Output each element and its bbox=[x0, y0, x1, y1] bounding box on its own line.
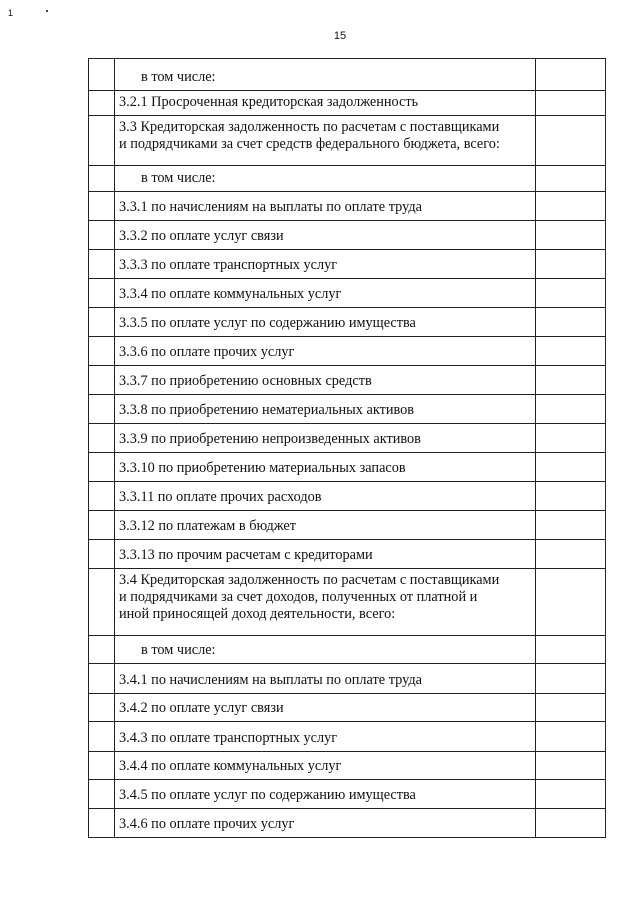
row-value-cell bbox=[536, 540, 606, 569]
corner-mark: 1 bbox=[8, 8, 14, 18]
row-number-cell bbox=[89, 424, 115, 453]
row-label: 3.3.3 по оплате транспортных услуг bbox=[115, 250, 536, 279]
table-row bbox=[89, 166, 606, 192]
row-value-cell bbox=[536, 308, 606, 337]
table-row bbox=[89, 308, 606, 337]
row-label: 3.4.2 по оплате услуг связи bbox=[115, 694, 536, 722]
row-value-cell bbox=[536, 59, 606, 91]
row-label: в том числе: bbox=[115, 59, 536, 91]
row-label: 3.4.4 по оплате коммунальных услуг bbox=[115, 752, 536, 780]
table-row bbox=[89, 569, 606, 636]
row-value-cell bbox=[536, 809, 606, 838]
table-row bbox=[89, 192, 606, 221]
row-label: 3.2.1 Просроченная кредиторская задолженность bbox=[115, 91, 536, 116]
row-value-cell bbox=[536, 511, 606, 540]
table-row bbox=[89, 221, 606, 250]
row-label: в том числе: bbox=[115, 166, 536, 192]
row-value-cell bbox=[536, 116, 606, 166]
row-number-cell bbox=[89, 395, 115, 424]
table-row bbox=[89, 424, 606, 453]
table-row bbox=[89, 116, 606, 166]
row-label: в том числе: bbox=[115, 636, 536, 664]
row-label: 3.3.6 по оплате прочих услуг bbox=[115, 337, 536, 366]
table-row bbox=[89, 540, 606, 569]
row-value-cell bbox=[536, 482, 606, 511]
row-number-cell bbox=[89, 569, 115, 636]
report-table bbox=[88, 58, 606, 838]
table-row bbox=[89, 722, 606, 752]
row-label: 3.4.3 по оплате транспортных услуг bbox=[115, 722, 536, 752]
row-value-cell bbox=[536, 221, 606, 250]
row-number-cell bbox=[89, 511, 115, 540]
row-label: 3.3.1 по начислениям на выплаты по оплате труда bbox=[115, 192, 536, 221]
table-row bbox=[89, 91, 606, 116]
row-label: 3.3.13 по прочим расчетам с кредиторами bbox=[115, 540, 536, 569]
row-number-cell bbox=[89, 664, 115, 694]
row-value-cell bbox=[536, 694, 606, 722]
table-row bbox=[89, 694, 606, 722]
row-number-cell bbox=[89, 59, 115, 91]
row-value-cell bbox=[536, 780, 606, 809]
row-value-cell bbox=[536, 569, 606, 636]
row-label: 3.4 Кредиторская задолженность по расчетам с поставщиками и подрядчиками за счет доходов, полученных от платной и иной приносящей доход деятельности, всего: bbox=[115, 569, 536, 636]
row-label: 3.3 Кредиторская задолженность по расчетам с поставщиками и подрядчиками за счет средств федерального бюджета, всего: bbox=[115, 116, 536, 166]
table-row bbox=[89, 482, 606, 511]
row-number-cell bbox=[89, 366, 115, 395]
row-label: 3.4.6 по оплате прочих услуг bbox=[115, 809, 536, 838]
row-number-cell bbox=[89, 722, 115, 752]
table-row bbox=[89, 395, 606, 424]
row-value-cell bbox=[536, 279, 606, 308]
row-value-cell bbox=[536, 91, 606, 116]
row-label: 3.3.10 по приобретению материальных запасов bbox=[115, 453, 536, 482]
scan-speck bbox=[46, 10, 48, 12]
table-row bbox=[89, 337, 606, 366]
table-row bbox=[89, 279, 606, 308]
row-value-cell bbox=[536, 395, 606, 424]
row-number-cell bbox=[89, 809, 115, 838]
row-label: 3.3.9 по приобретению непроизведенных активов bbox=[115, 424, 536, 453]
row-value-cell bbox=[536, 337, 606, 366]
row-number-cell bbox=[89, 337, 115, 366]
row-value-cell bbox=[536, 192, 606, 221]
row-number-cell bbox=[89, 250, 115, 279]
row-number-cell bbox=[89, 166, 115, 192]
row-label: 3.4.1 по начислениям на выплаты по оплате труда bbox=[115, 664, 536, 694]
row-value-cell bbox=[536, 752, 606, 780]
row-value-cell bbox=[536, 366, 606, 395]
row-value-cell bbox=[536, 636, 606, 664]
row-value-cell bbox=[536, 722, 606, 752]
row-label: 3.3.2 по оплате услуг связи bbox=[115, 221, 536, 250]
row-number-cell bbox=[89, 221, 115, 250]
row-number-cell bbox=[89, 308, 115, 337]
row-value-cell bbox=[536, 453, 606, 482]
row-label: 3.4.5 по оплате услуг по содержанию имущества bbox=[115, 780, 536, 809]
row-number-cell bbox=[89, 279, 115, 308]
row-number-cell bbox=[89, 694, 115, 722]
row-number-cell bbox=[89, 780, 115, 809]
table-body bbox=[89, 59, 606, 838]
table-row bbox=[89, 366, 606, 395]
table-row bbox=[89, 809, 606, 838]
table-row bbox=[89, 59, 606, 91]
row-number-cell bbox=[89, 453, 115, 482]
table-row bbox=[89, 664, 606, 694]
row-value-cell bbox=[536, 166, 606, 192]
table-row bbox=[89, 250, 606, 279]
row-label: 3.3.5 по оплате услуг по содержанию имущества bbox=[115, 308, 536, 337]
page-number: 15 bbox=[333, 30, 347, 42]
table-row bbox=[89, 511, 606, 540]
row-number-cell bbox=[89, 482, 115, 511]
row-number-cell bbox=[89, 752, 115, 780]
row-label: 3.3.11 по оплате прочих расходов bbox=[115, 482, 536, 511]
row-value-cell bbox=[536, 250, 606, 279]
row-value-cell bbox=[536, 424, 606, 453]
row-label: 3.3.7 по приобретению основных средств bbox=[115, 366, 536, 395]
table-row bbox=[89, 636, 606, 664]
row-number-cell bbox=[89, 636, 115, 664]
row-label: 3.3.4 по оплате коммунальных услуг bbox=[115, 279, 536, 308]
row-number-cell bbox=[89, 192, 115, 221]
row-value-cell bbox=[536, 664, 606, 694]
row-label: 3.3.12 по платежам в бюджет bbox=[115, 511, 536, 540]
row-number-cell bbox=[89, 540, 115, 569]
row-label: 3.3.8 по приобретению нематериальных активов bbox=[115, 395, 536, 424]
row-number-cell bbox=[89, 91, 115, 116]
table-row bbox=[89, 752, 606, 780]
row-number-cell bbox=[89, 116, 115, 166]
table-row bbox=[89, 780, 606, 809]
table-row bbox=[89, 453, 606, 482]
